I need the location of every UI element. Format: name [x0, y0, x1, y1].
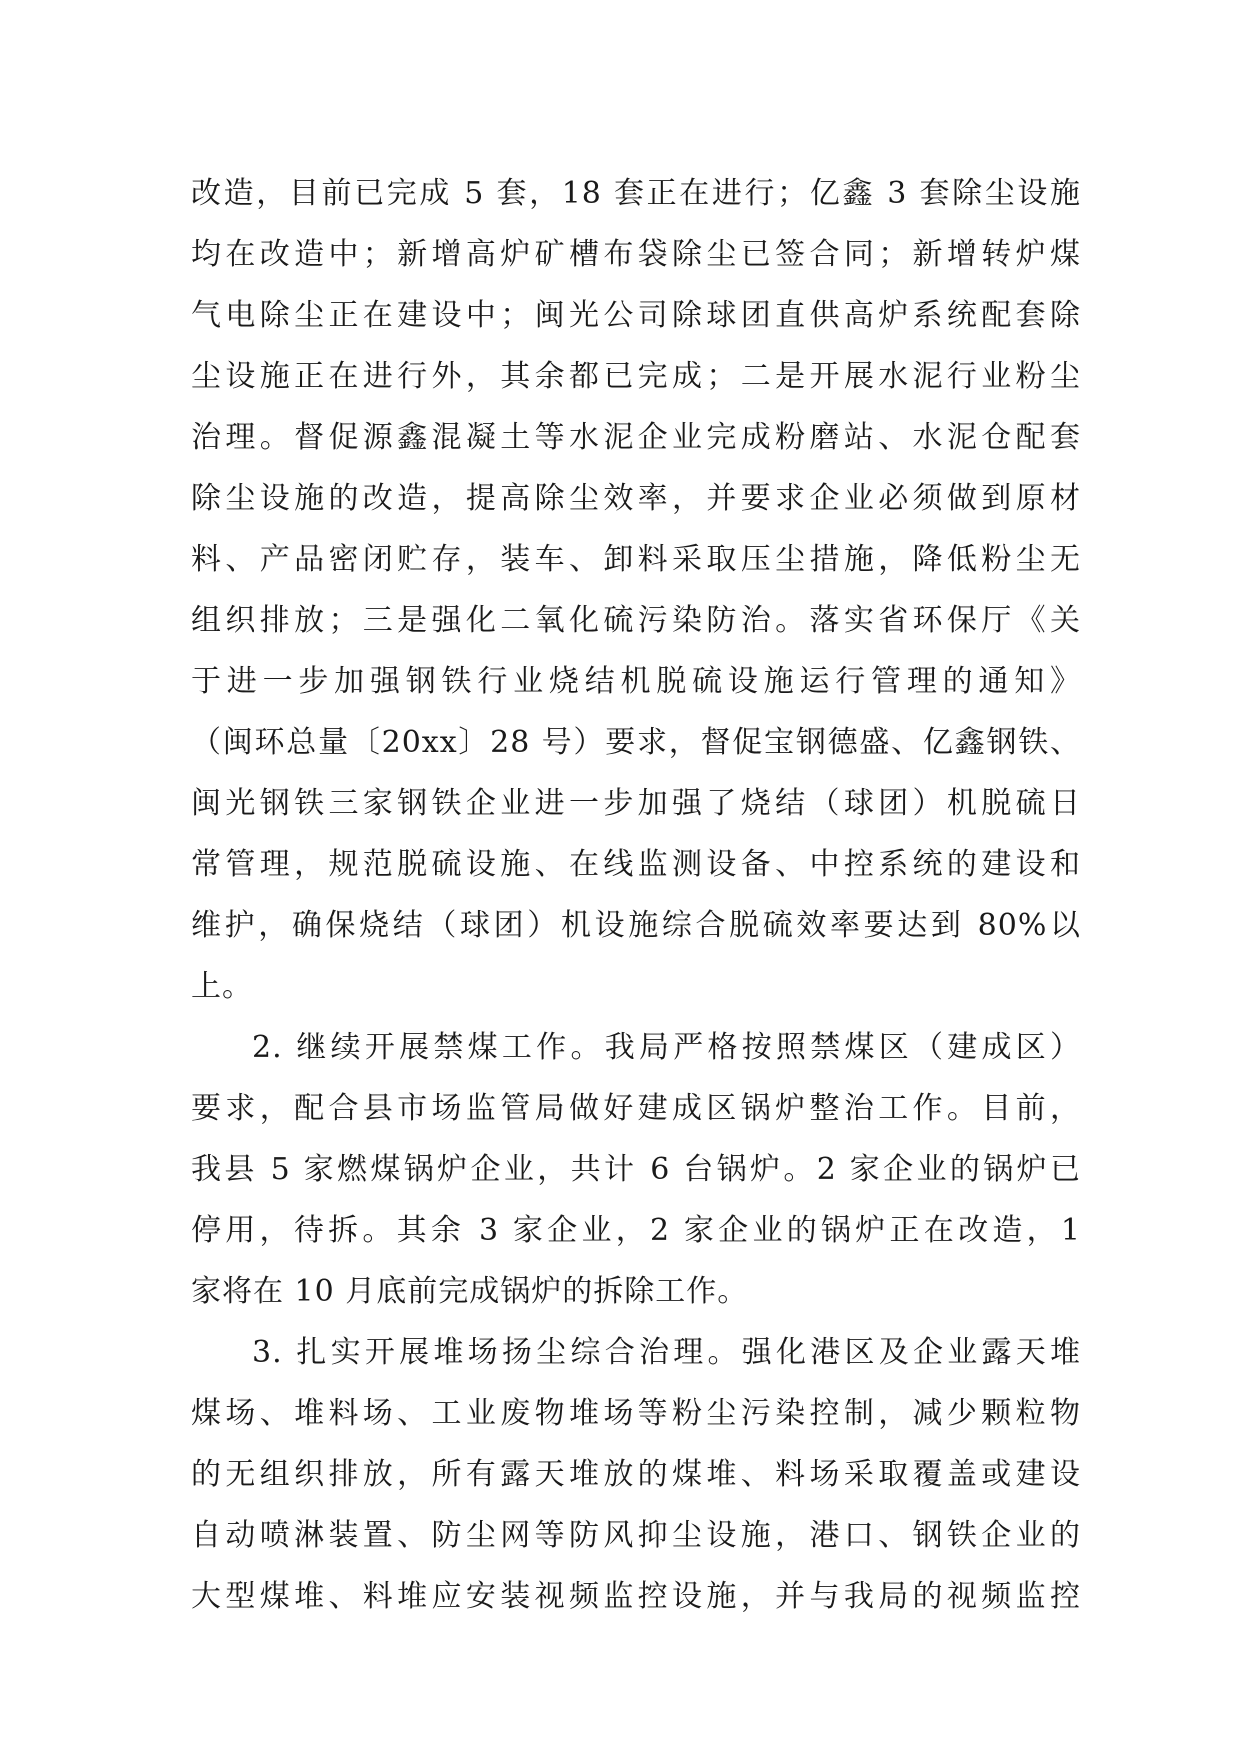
text-line: 的无组织排放，所有露天堆放的煤堆、料场采取覆盖或建设	[191, 1457, 1081, 1492]
document-body	[191, 163, 1081, 1627]
text-line: 治理。督促源鑫混凝土等水泥企业完成粉磨站、水泥仓配套	[191, 420, 1081, 455]
paragraph-1	[191, 163, 1081, 1017]
text-line: 于进一步加强钢铁行业烧结机脱硫设施运行管理的通知》	[191, 664, 1081, 699]
text-line: 气电除尘正在建设中；闽光公司除球团直供高炉系统配套除	[191, 298, 1081, 333]
text-line: 大型煤堆、料堆应安装视频监控设施，并与我局的视频监控	[191, 1579, 1081, 1614]
text-line: 要求，配合县市场监管局做好建成区锅炉整治工作。目前，	[191, 1091, 1081, 1126]
paragraph-2	[191, 1017, 1081, 1322]
text-line: 家将在 10 月底前完成锅炉的拆除工作。	[191, 1274, 749, 1309]
text-line: 尘设施正在进行外，其余都已完成；二是开展水泥行业粉尘	[191, 359, 1081, 394]
text-line: 料、产品密闭贮存，装车、卸料采取压尘措施，降低粉尘无	[191, 542, 1081, 577]
paragraph-3	[191, 1322, 1081, 1627]
text-line: （闽环总量〔20xx〕28 号）要求，督促宝钢德盛、亿鑫钢铁、	[191, 725, 1081, 760]
text-line: 煤场、堆料场、工业废物堆场等粉尘污染控制，减少颗粒物	[191, 1396, 1081, 1431]
text-line: 除尘设施的改造，提高除尘效率，并要求企业必须做到原材	[191, 481, 1081, 516]
text-line: 停用，待拆。其余 3 家企业，2 家企业的锅炉正在改造，1	[191, 1213, 1081, 1248]
text-line: 2. 继续开展禁煤工作。我局严格按照禁煤区（建成区）	[252, 1030, 1081, 1065]
text-line: 我县 5 家燃煤锅炉企业，共计 6 台锅炉。2 家企业的锅炉已	[191, 1152, 1081, 1187]
text-line: 上。	[191, 969, 253, 1004]
text-line: 改造，目前已完成 5 套，18 套正在进行；亿鑫 3 套除尘设施	[191, 176, 1081, 211]
text-line: 自动喷淋装置、防尘网等防风抑尘设施，港口、钢铁企业的	[191, 1518, 1081, 1553]
text-line: 3. 扎实开展堆场扬尘综合治理。强化港区及企业露天堆	[252, 1335, 1081, 1370]
text-line: 均在改造中；新增高炉矿槽布袋除尘已签合同；新增转炉煤	[191, 237, 1081, 272]
text-line: 组织排放；三是强化二氧化硫污染防治。落实省环保厅《关	[191, 603, 1081, 638]
text-line: 维护，确保烧结（球团）机设施综合脱硫效率要达到 80%以	[191, 908, 1081, 943]
text-line: 常管理，规范脱硫设施、在线监测设备、中控系统的建设和	[191, 847, 1081, 882]
text-line: 闽光钢铁三家钢铁企业进一步加强了烧结（球团）机脱硫日	[191, 786, 1081, 821]
